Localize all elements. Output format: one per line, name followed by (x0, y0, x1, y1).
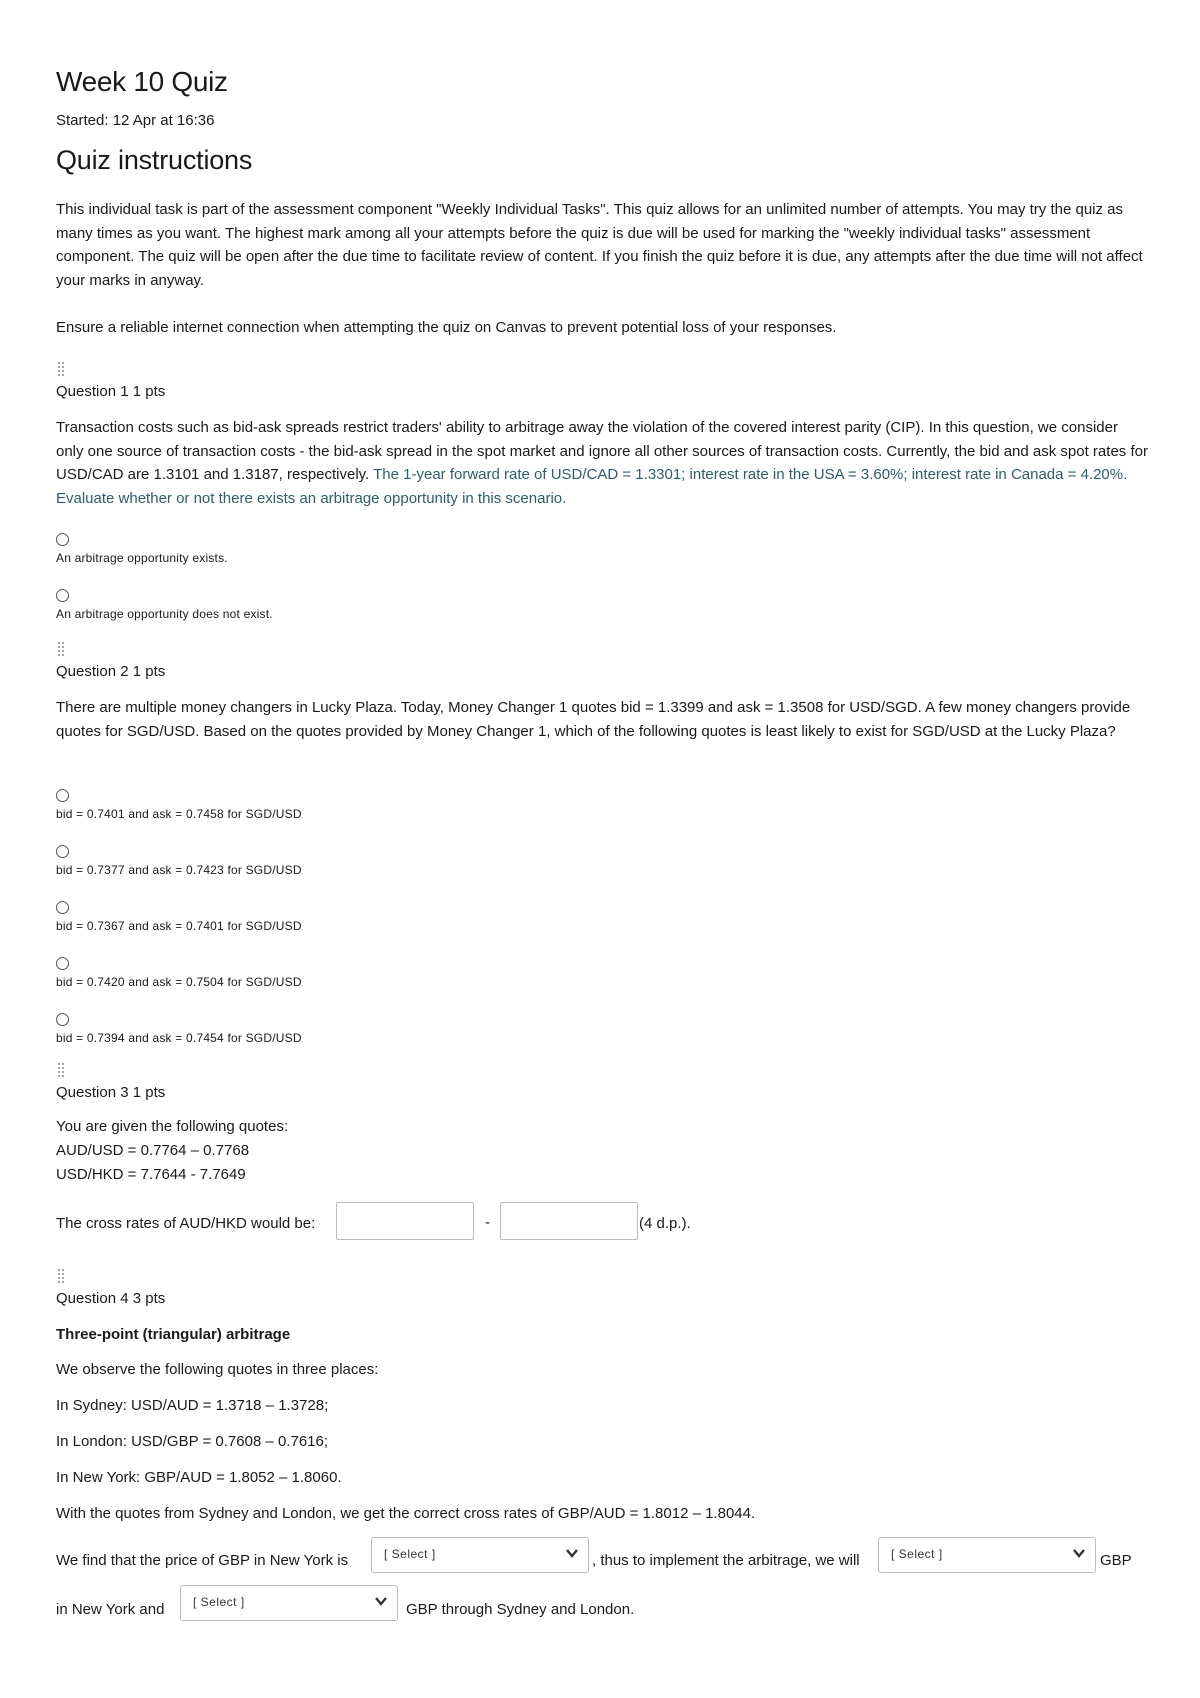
instructions-paragraph-2: Ensure a reliable internet connection when attempting the quiz on Canvas to prevent potential loss of your responses. (56, 319, 837, 336)
chevron-down-icon (566, 1548, 578, 1558)
question-2-option-5-label: bid = 0.7394 and ask = 0.7454 for SGD/USD (56, 1031, 302, 1045)
question-1-option-2-label: An arbitrage opportunity does not exist. (56, 607, 273, 621)
question-1-text-data: The 1-year forward rate of USD/CAD = 1.3301; interest rate in the USA = 3.60%; interest rate in Canada = 4.20%. Evaluate whether or not there exists an arbitrage opportunity in this scenario. (56, 466, 1128, 507)
drag-handle-icon[interactable] (58, 362, 66, 376)
question-3-prompt: The cross rates of AUD/HKD would be: (56, 1215, 316, 1232)
question-3-intro: You are given the following quotes: (56, 1118, 289, 1135)
question-4-line-1: We observe the following quotes in three places: (56, 1361, 379, 1378)
question-4-london-quote: In London: USD/GBP = 0.7608 – 0.7616; (56, 1433, 329, 1450)
question-4-subtitle: Three-point (triangular) arbitrage (56, 1326, 291, 1343)
question-3-quote-aud-usd: AUD/USD = 0.7764 – 0.7768 (56, 1142, 250, 1159)
drag-handle-icon[interactable] (58, 1063, 66, 1077)
instructions-heading: Quiz instructions (56, 145, 253, 175)
question-4-sentence-2-start: in New York and (56, 1601, 165, 1618)
question-2-option-4-label: bid = 0.7420 and ask = 0.7504 for SGD/USD (56, 975, 302, 989)
question-2-option-2-radio[interactable] (56, 845, 69, 858)
question-4-sentence-1-mid: , thus to implement the arbitrage, we will (592, 1552, 860, 1569)
question-4-sentence-1-start: We find that the price of GBP in New York is (56, 1552, 349, 1569)
drag-handle-icon[interactable] (58, 642, 66, 656)
question-1-option-2-radio[interactable] (56, 589, 69, 602)
question-1-text (56, 416, 1148, 510)
question-3-header: Question 3 1 pts (56, 1084, 166, 1101)
chevron-down-icon (1073, 1548, 1085, 1558)
arbitrage-action-2-select[interactable] (180, 1585, 398, 1621)
drag-handle-icon[interactable] (58, 1269, 66, 1283)
started-timestamp: Started: 12 Apr at 16:36 (56, 112, 215, 129)
cross-rate-bid-input[interactable] (336, 1202, 474, 1240)
question-4-sentence-2-end: GBP through Sydney and London. (406, 1601, 635, 1618)
arbitrage-action-2-select-value: [ Select ] (193, 1595, 245, 1609)
question-2-option-3-label: bid = 0.7367 and ask = 0.7401 for SGD/USD (56, 919, 302, 933)
instructions-paragraph-1: This individual task is part of the assessment component "Weekly Individual Tasks". This quiz allows for an unlimited number of attempts. You may try the quiz as many times as you want. The highest mark among all your attempts before the quiz is due will be used for marking the "weekly individual tasks" assessment component. The quiz will be open after the due time to facilitate review of content. If you finish the quiz before it is due, any attempts after the due time will not affect your marks in anyway. (56, 201, 1143, 289)
chevron-down-icon (375, 1596, 387, 1606)
gbp-price-select-value: [ Select ] (384, 1547, 436, 1561)
question-4-newyork-quote: In New York: GBP/AUD = 1.8052 – 1.8060. (56, 1469, 342, 1486)
question-4-cross-rate-line: With the quotes from Sydney and London, we get the correct cross rates of GBP/AUD = 1.8012 – 1.8044. (56, 1505, 756, 1522)
question-2-text: There are multiple money changers in Lucky Plaza. Today, Money Changer 1 quotes bid = 1.3399 and ask = 1.3508 for USD/SGD. A few money changers provide quotes for SGD/USD. Based on the quotes provided by Money Changer 1, which of the following quotes is least likely to exist for SGD/USD at the Lucky Plaza? (56, 699, 1131, 740)
question-2-option-1-label: bid = 0.7401 and ask = 0.7458 for SGD/USD (56, 807, 302, 821)
question-2-header: Question 2 1 pts (56, 663, 166, 680)
arbitrage-action-1-select-value: [ Select ] (891, 1547, 943, 1561)
gbp-price-select[interactable] (371, 1537, 589, 1573)
question-3-suffix: (4 d.p.). (639, 1215, 691, 1232)
arbitrage-action-1-select[interactable] (878, 1537, 1096, 1573)
question-4-sydney-quote: In Sydney: USD/AUD = 1.3718 – 1.3728; (56, 1397, 329, 1414)
question-2-option-1-radio[interactable] (56, 789, 69, 802)
quiz-title: Week 10 Quiz (56, 66, 228, 97)
question-1-header: Question 1 1 pts (56, 383, 166, 400)
question-2-option-2-label: bid = 0.7377 and ask = 0.7423 for SGD/USD (56, 863, 302, 877)
question-3-quote-usd-hkd: USD/HKD = 7.7644 - 7.7649 (56, 1166, 246, 1183)
question-4-header: Question 4 3 pts (56, 1290, 166, 1307)
question-4-sentence-1-end: GBP (1100, 1552, 1132, 1569)
question-3-dash: - (485, 1214, 490, 1231)
question-1-option-1-label: An arbitrage opportunity exists. (56, 551, 228, 565)
question-1-text-main: Transaction costs such as bid-ask spreads restrict traders' ability to arbitrage away the violation of the covered interest parity (CIP). In this question, we consider only one source of transaction costs - the bid-ask spread in the spot market and ignore all other sources of transaction costs. Currently, the bid and ask spot rates for USD/CAD are 1.3101 and 1.3187, respectively. (56, 419, 1148, 483)
cross-rate-ask-input[interactable] (500, 1202, 638, 1240)
question-2-option-4-radio[interactable] (56, 957, 69, 970)
question-2-option-5-radio[interactable] (56, 1013, 69, 1026)
question-1-option-1-radio[interactable] (56, 533, 69, 546)
question-2-option-3-radio[interactable] (56, 901, 69, 914)
